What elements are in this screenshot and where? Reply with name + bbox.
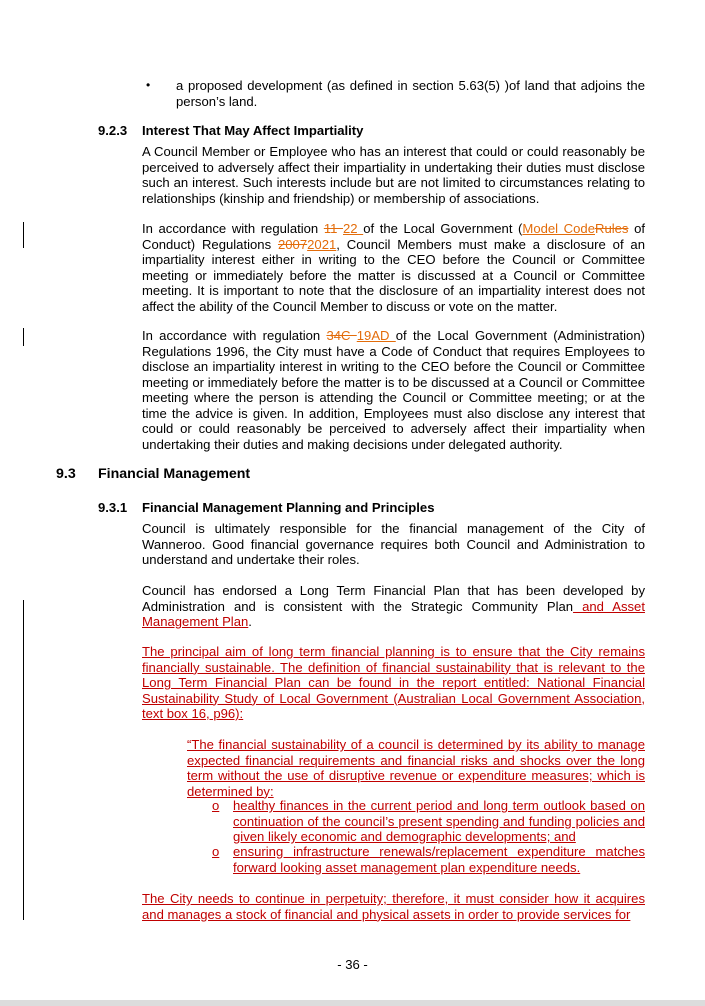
inserted-sub-bullet: healthy finances in the current period and long term outlook based on continuation of the council’s present spending and funding policies and given likely economic and demographic developments; and [233,798,645,844]
inserted-text: Model Code [522,221,595,236]
text: In accordance with regulation [142,221,324,236]
inserted-paragraph: The City needs to continue in perpetuity; therefore, it must consider how it acquires and manages a stock of financial and physical assets in order to provide services for [142,891,645,922]
deleted-text: Rules [595,221,629,236]
text: In accordance with regulation [142,328,327,343]
paragraph: Council is ultimately responsible for the financial management of the City of Wanneroo. Good financial governance requires both Council and Administration to understand and undertake their roles. [142,521,645,567]
page-number: - 36 - [337,957,368,972]
deleted-text: 2007 [277,236,308,252]
section-number: 9.3.1 [98,500,128,515]
sub-bullet-marker: o [212,844,220,859]
section-title: Financial Management Planning and Principles [142,500,435,515]
inserted-quote: “The financial sustainability of a council is determined by its ability to manage expected financial requirements and financial risks and shocks over the long term without the use of disruptive revenue or expenditure measures; which is determined by: [187,737,645,799]
inserted-text: and Asset Management Plan [142,598,645,629]
paragraph: A Council Member or Employee who has an interest that could or could reasonably be perceived to adversely affect their impartiality in undertaking their duties must disclose such an interest. Such interests include but are not limited to circumstances relating to relationships (kinship and friendship) or membership of associations. [142,144,645,206]
paragraph-regulation-19ad [142,328,645,452]
text: of the Local Government (Administration) Regulations 1996, the City must have a Code of Conduct that requires Employees to disclose an impartiality interest in writing to the CEO before the Council or Committee meeting or immediately before the matter is to be discussed at a Council or Committee meeting where the person is attending the Council or Committee meeting; or at the time the advice is given. In addition, Employees must also disclose any interest that could or could reasonably be perceived to adversely affect their impartiality when undertaking their duties and making decisions under delegated authority. [142,328,645,452]
inserted-text: 22 [343,221,364,236]
section-title: Interest That May Affect Impartiality [142,123,364,138]
paragraph-regulation-22 [142,221,645,314]
change-bar [23,328,24,346]
sub-bullet-marker: o [212,798,220,813]
page-bottom-bar [0,1000,705,1006]
inserted-text: 19AD [356,328,396,343]
text: of Conduct) Regulations [142,221,646,252]
text: , Council Members must make a disclosure of an impartiality interest either in writing to the CEO before the Council or Committee meeting or immediately before the matter is discussed at a Council or Committee meeting. It is important to note that the disclosure of an impartiality interest does not affect the ability of the Council Member to discuss or vote on the matter. [142,236,645,314]
section-number: 9.3 [56,466,76,482]
inserted-paragraph: The principal aim of long term financial planning is to ensure that the City remains financially sustainable. The definition of financial sustainability that is relevant to the Long Term Financial Plan can be found in the report entitled: National Financial Sustainability Study of Local Government (Australian Local Government Association, text box 16, p96): [142,644,645,721]
section-number: 9.2.3 [98,123,128,138]
text: Council has endorsed a Long Term Financial Plan that has been developed by Administration and is consistent with the Strategic Community Plan [142,583,645,614]
change-bar [23,222,24,248]
text: . [248,614,252,629]
inserted-sub-bullet: ensuring infrastructure renewals/replacement expenditure matches forward looking asset management plan expenditure needs. [233,844,645,875]
change-bar [23,600,24,920]
inserted-text: 2021 [307,236,337,252]
deleted-text: 11 [323,221,344,236]
section-title: Financial Management [98,466,251,482]
bullet-text: a proposed development (as defined in section 5.63(5) )of land that adjoins the person’s land. [176,78,645,109]
paragraph-ltfp [142,583,645,630]
bullet-marker: • [146,78,151,92]
deleted-text: 34C [326,328,357,343]
text: of the Local Government ( [363,221,523,236]
